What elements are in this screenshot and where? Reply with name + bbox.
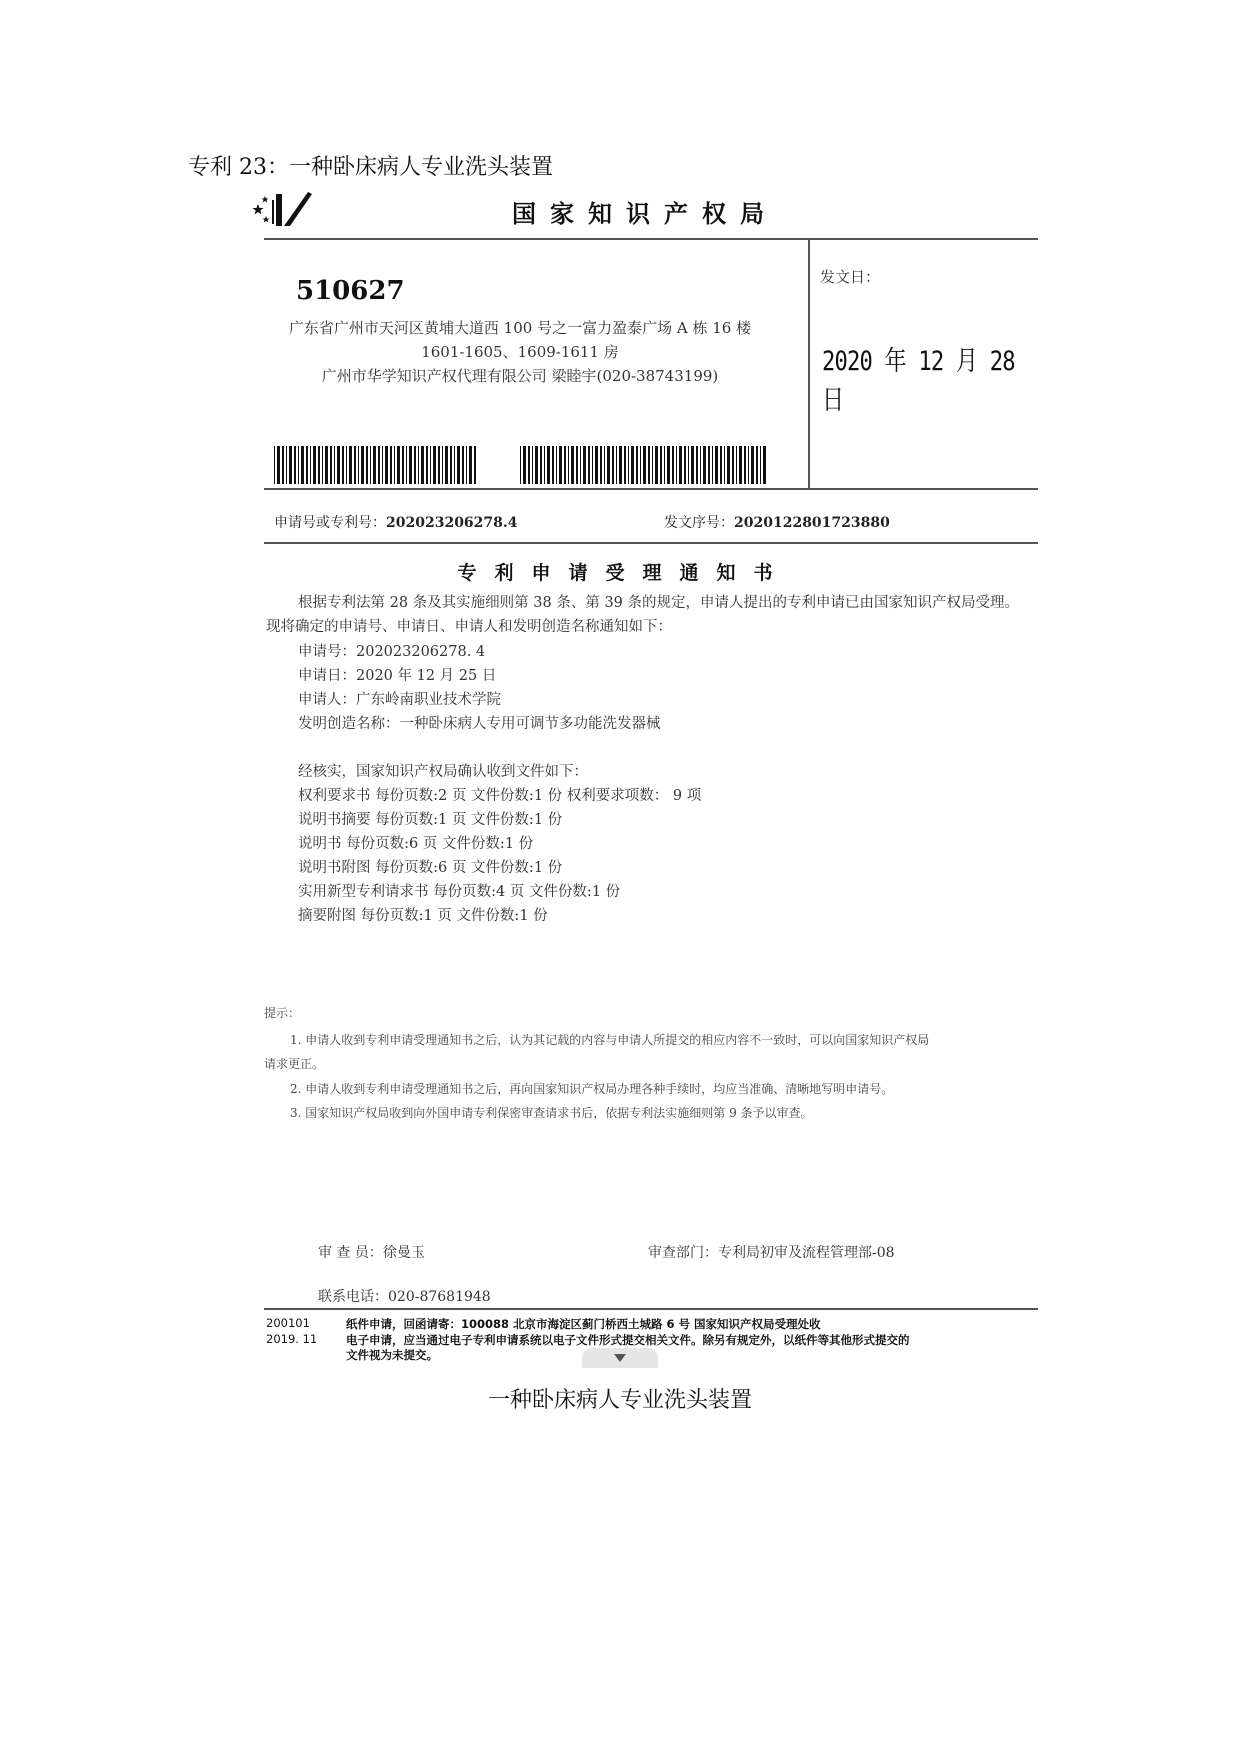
- barcode-bar: [286, 446, 287, 484]
- barcode-bar: [294, 446, 296, 484]
- header-rule: [264, 238, 1038, 240]
- issue-date-label: 发文日：: [820, 268, 881, 286]
- barcode-bar: [457, 446, 460, 484]
- barcode-bar: [322, 446, 323, 484]
- contact-phone: 联系电话：020-87681948: [318, 1289, 491, 1305]
- serial-number-label: 发文序号：: [664, 515, 734, 531]
- issue-date: 2020 年 12 月 28 日: [822, 346, 1015, 416]
- barcode-bar: [301, 446, 304, 484]
- footer-rule: [264, 1308, 1038, 1310]
- barcode-bar: [655, 446, 658, 484]
- address-line: 广东省广州市天河区黄埔大道西 100 号之一富力盈泰广场 A 栋 16 楼: [288, 319, 752, 337]
- serial-number: [664, 512, 890, 532]
- barcode-bar: [727, 446, 730, 484]
- barcode-bar: [520, 446, 521, 484]
- barcode-bar: [390, 446, 392, 484]
- file-line: 权利要求书 每份页数:2 页 文件份数:1 份 权利要求项数： 9 项: [298, 788, 702, 804]
- department: 审查部门：专利局初审及流程管理部-08: [648, 1245, 895, 1261]
- barcode-bar: [528, 446, 530, 484]
- barcode-bar: [676, 446, 677, 484]
- meta-rule: [264, 542, 1038, 544]
- barcode-bar: [445, 446, 448, 484]
- notice-title: 专利申请受理通知书: [457, 562, 791, 584]
- file-line: 说明书附图 每份页数:6 页 文件份数:1 份: [298, 860, 563, 876]
- barcode-bar: [394, 446, 395, 484]
- barcode-bar: [604, 446, 605, 484]
- barcode-bar: [337, 446, 340, 484]
- barcode-bar: [385, 446, 388, 484]
- barcode-bar: [636, 446, 638, 484]
- barcode-bar: [442, 446, 443, 484]
- barcode-bar: [409, 446, 412, 484]
- scanned-notice: [190, 184, 1058, 1381]
- barcode-bar: [366, 446, 368, 484]
- barcode-bar: [370, 446, 371, 484]
- tip-line: 请求更正。: [264, 1057, 325, 1071]
- tip-line: 1. 申请人收到专利申请受理通知书之后，认为其记载的内容与申请人所提交的相应内容不一致时，可以向国家知识产权局: [290, 1033, 930, 1047]
- barcode-bar: [583, 446, 586, 484]
- barcode-bar: [532, 446, 533, 484]
- barcode-bar: [595, 446, 598, 484]
- barcode-bar: [684, 446, 686, 484]
- barcode-bar: [559, 446, 562, 484]
- barcode-bar: [696, 446, 698, 484]
- barcode-bar: [691, 446, 694, 484]
- tip-line: 3. 国家知识产权局收到向外国申请专利保密审查请求书后，依据专利法实施细则第 9 条予以审查。: [290, 1106, 813, 1120]
- application-number-label: 申请号或专利号：: [274, 515, 386, 531]
- barcode-right: [520, 446, 766, 484]
- chevron-down-icon[interactable]: [614, 1354, 626, 1362]
- barcode-bar: [643, 446, 646, 484]
- barcode-bar: [306, 446, 308, 484]
- barcode-bar: [760, 446, 761, 484]
- barcode-bar: [592, 446, 593, 484]
- barcode-bar: [433, 446, 436, 484]
- form-version: 2019. 11: [266, 1332, 318, 1346]
- barcode-bar: [310, 446, 311, 484]
- address-rule: [264, 488, 1038, 490]
- barcode-bar: [378, 446, 380, 484]
- barcode-bar: [744, 446, 746, 484]
- caption: 一种卧床病人专业洗头装置: [487, 1388, 752, 1413]
- detail-line: 申请人：广东岭南职业技术学院: [298, 692, 501, 708]
- barcode-bar: [628, 446, 629, 484]
- barcode-bar: [667, 446, 670, 484]
- received-intro: 经核实，国家知识产权局确认收到文件如下：: [298, 764, 588, 780]
- barcode-bar: [547, 446, 550, 484]
- barcode-bar: [402, 446, 404, 484]
- barcode-bar: [418, 446, 419, 484]
- barcode-bar: [430, 446, 431, 484]
- barcode-bar: [466, 446, 467, 484]
- barcode-bar: [282, 446, 284, 484]
- barcode-bar: [354, 446, 356, 484]
- barcode-bar: [346, 446, 347, 484]
- barcode-bar: [619, 446, 622, 484]
- barcode-bar: [544, 446, 545, 484]
- barcode-bar: [277, 446, 280, 484]
- file-line: 实用新型专利请求书 每份页数:4 页 文件份数:1 份: [298, 884, 621, 900]
- barcode-bar: [652, 446, 653, 484]
- barcode-bar: [708, 446, 710, 484]
- tip-line: 2. 申请人收到专利申请受理通知书之后，再向国家知识产权局办理各种手续时，均应当准确、清晰地写明申请号。: [290, 1082, 894, 1096]
- barcode-bar: [571, 446, 574, 484]
- barcode-bar: [274, 446, 275, 484]
- serial-number-value: 2020122801723880: [734, 515, 890, 531]
- barcode-bar: [552, 446, 554, 484]
- barcode-bar: [313, 446, 316, 484]
- application-number: [274, 512, 518, 532]
- barcode-bar: [724, 446, 725, 484]
- barcode-bar: [576, 446, 578, 484]
- barcode-bar: [406, 446, 407, 484]
- barcode-bar: [330, 446, 332, 484]
- footer-line: 电子申请，应当通过电子专利申请系统以电子文件形式提交相关文件。除另有规定外，以纸件等其他形式提交的: [346, 1333, 910, 1347]
- barcode-bar: [648, 446, 650, 484]
- postcode: 510627: [296, 276, 405, 306]
- barcode-bar: [739, 446, 742, 484]
- barcode-bar: [568, 446, 569, 484]
- barcode-bar: [712, 446, 713, 484]
- examiner: 审 查 员：徐曼玉: [318, 1245, 425, 1261]
- address-line: 1601-1605、1609-1611 房: [421, 343, 619, 361]
- barcode-bar: [349, 446, 352, 484]
- barcode-bar: [414, 446, 416, 484]
- file-line: 说明书摘要 每份页数:1 页 文件份数:1 份: [298, 812, 563, 828]
- application-number-value: 202023206278.4: [386, 515, 518, 531]
- page-heading: 专利 23：一种卧床病人专业洗头装置: [188, 155, 553, 180]
- barcode-bar: [763, 446, 766, 484]
- barcode-bar: [325, 446, 328, 484]
- barcode-bar: [679, 446, 682, 484]
- detail-line: 申请日：2020 年 12 月 25 日: [298, 668, 497, 684]
- address-line: 广州市华学知识产权代理有限公司 梁睦宇(020-38743199): [321, 367, 719, 385]
- tips-label: 提示：: [264, 1006, 301, 1020]
- barcode-bar: [660, 446, 662, 484]
- barcode-bar: [588, 446, 590, 484]
- barcode-bar: [664, 446, 665, 484]
- barcode-bar: [736, 446, 737, 484]
- barcode-bar: [450, 446, 452, 484]
- barcode-bar: [373, 446, 376, 484]
- barcode-bar: [438, 446, 440, 484]
- file-line: 摘要附图 每份页数:1 页 文件份数:1 份: [298, 908, 548, 924]
- barcode-bar: [474, 446, 476, 484]
- barcode-bar: [358, 446, 359, 484]
- barcode-bar: [426, 446, 428, 484]
- notice-intro: 根据专利法第 28 条及其实施细则第 38 条、第 39 条的规定，申请人提出的专利申请已由国家知识产权局受理。现将确定的申请号、申请日、申请人和发明创造名称通知如下：: [266, 595, 1020, 635]
- barcode-bar: [732, 446, 734, 484]
- barcode-bar: [607, 446, 610, 484]
- barcode-bar: [616, 446, 617, 484]
- barcode-bar: [342, 446, 344, 484]
- barcode-bar: [289, 446, 292, 484]
- agency-name: 国家知识产权局: [512, 200, 778, 228]
- barcode-bar: [523, 446, 526, 484]
- barcode-bar: [361, 446, 364, 484]
- footer-line: 文件视为未提交。: [346, 1348, 438, 1362]
- barcode-bar: [580, 446, 581, 484]
- barcode-bar: [640, 446, 641, 484]
- barcode-bar: [600, 446, 602, 484]
- barcode-bar: [298, 446, 299, 484]
- file-line: 说明书 每份页数:6 页 文件份数:1 份: [298, 836, 534, 852]
- barcode-bar: [318, 446, 320, 484]
- barcode-bar: [462, 446, 464, 484]
- barcode-bar: [612, 446, 614, 484]
- barcode-bar: [624, 446, 626, 484]
- barcode-bar: [631, 446, 634, 484]
- barcode-bar: [748, 446, 749, 484]
- barcode-bar: [751, 446, 754, 484]
- barcode-bar: [469, 446, 472, 484]
- agency-logo-icon: [252, 190, 312, 230]
- barcode-bar: [535, 446, 538, 484]
- detail-line: 发明创造名称：一种卧床病人专用可调节多功能洗发器械: [298, 716, 661, 732]
- detail-line: 申请号：202023206278. 4: [298, 644, 486, 660]
- barcode-bar: [556, 446, 557, 484]
- barcode-bar: [397, 446, 400, 484]
- barcode-bar: [454, 446, 455, 484]
- barcode-bar: [672, 446, 674, 484]
- barcode-bar: [703, 446, 706, 484]
- barcode-bar: [756, 446, 758, 484]
- barcode-bar: [715, 446, 718, 484]
- barcode-bar: [421, 446, 424, 484]
- barcode-bar: [382, 446, 383, 484]
- form-code: 200101: [266, 1316, 310, 1330]
- footer-line: 纸件申请，回函请寄：100088 北京市海淀区蓟门桥西土城路 6 号 国家知识产权局受理处收: [346, 1317, 821, 1331]
- barcode-bar: [720, 446, 722, 484]
- barcode-bar: [564, 446, 566, 484]
- barcode-bar: [540, 446, 542, 484]
- barcode-bar: [334, 446, 335, 484]
- barcode-left: [274, 446, 478, 484]
- barcode-bar: [688, 446, 689, 484]
- barcode-bar: [700, 446, 701, 484]
